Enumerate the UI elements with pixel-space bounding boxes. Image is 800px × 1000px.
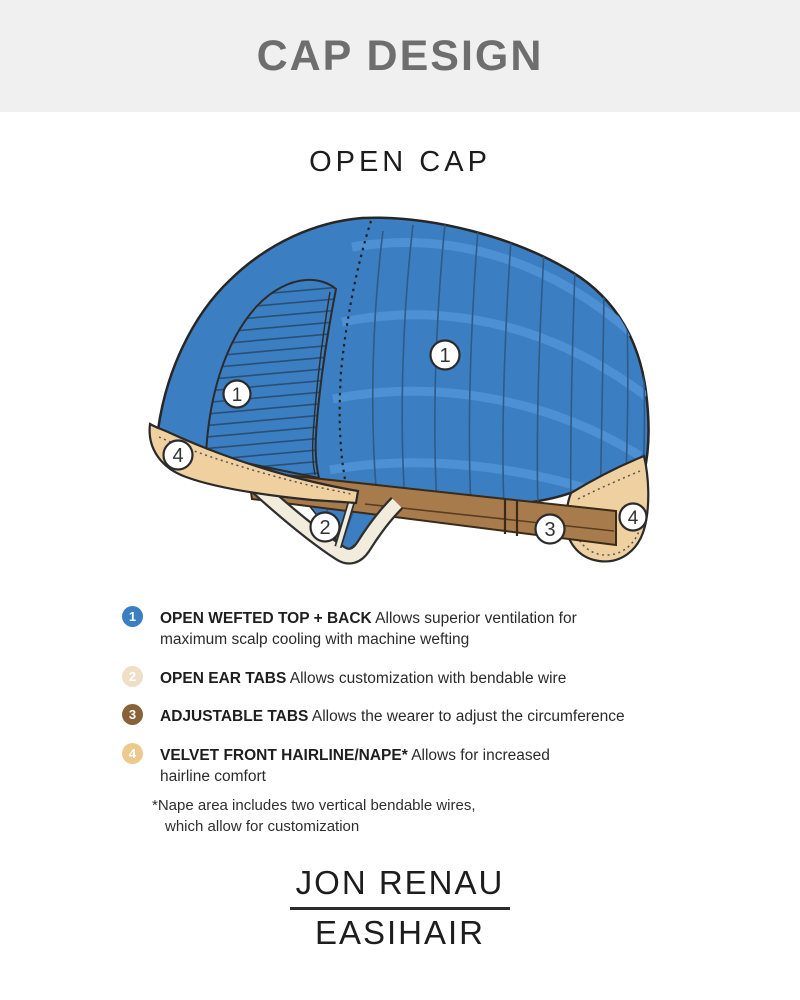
legend-badge-1 [122,606,143,627]
svg-text:2: 2 [319,517,331,539]
legend-badge-1-number: 1 [128,609,137,624]
legend-item-adjustable-tabs [122,706,625,727]
page-title: CAP DESIGN [256,31,544,80]
svg-text:1: 1 [439,345,451,367]
callout-1-back [431,341,460,370]
legend-desc-4: Allows for increased hairline comfort [160,747,550,785]
svg-text:4: 4 [172,445,184,467]
footnote [152,795,476,837]
legend-badge-2 [122,666,143,687]
brand-subname: EASIHAIR [314,914,486,951]
callout-1-front [224,381,251,408]
brand-name: JON RENAU [295,864,505,901]
legend-badge-2-number: 2 [128,669,137,684]
legend-badge-3-number: 3 [128,707,137,722]
legend-desc-2: Allows customization with bendable wire [289,670,567,687]
callout-3 [536,515,565,544]
legend-badge-4 [122,743,143,764]
legend-label-2: OPEN EAR TABS [160,670,287,687]
svg-text:3: 3 [544,519,556,541]
svg-text:1: 1 [231,385,243,406]
logo-divider [290,907,510,910]
legend-label-4: VELVET FRONT HAIRLINE/NAPE* [160,747,408,764]
callout-4-front [164,441,193,470]
legend-item-ear-tabs [122,668,566,689]
footnote-line-2: which allow for customization [165,818,360,835]
legend-item-open-wefted [122,608,630,650]
legend-label-3: ADJUSTABLE TABS [160,708,309,725]
legend-badge-4-number: 4 [128,746,137,761]
legend-desc-1: Allows superior ventilation for maximum scalp cooling with machine wefting [160,610,577,648]
callout-2 [311,513,340,542]
legend-text-3 [160,706,625,727]
callout-4-nape [620,504,647,531]
footnote-line-1: *Nape area includes two vertical bendable wires, [152,797,476,814]
legend-desc-3: Allows the wearer to adjust the circumference [311,708,625,725]
legend-item-velvet-hairline [122,745,592,787]
legend-text-1 [160,608,630,650]
diagram-title: OPEN CAP [309,146,491,178]
svg-text:4: 4 [627,508,639,529]
brand-logo [0,864,800,952]
legend-badge-3 [122,704,143,725]
legend-label-1: OPEN WEFTED TOP + BACK [160,610,372,627]
legend-text-4 [160,745,592,787]
legend-text-2 [160,668,566,689]
